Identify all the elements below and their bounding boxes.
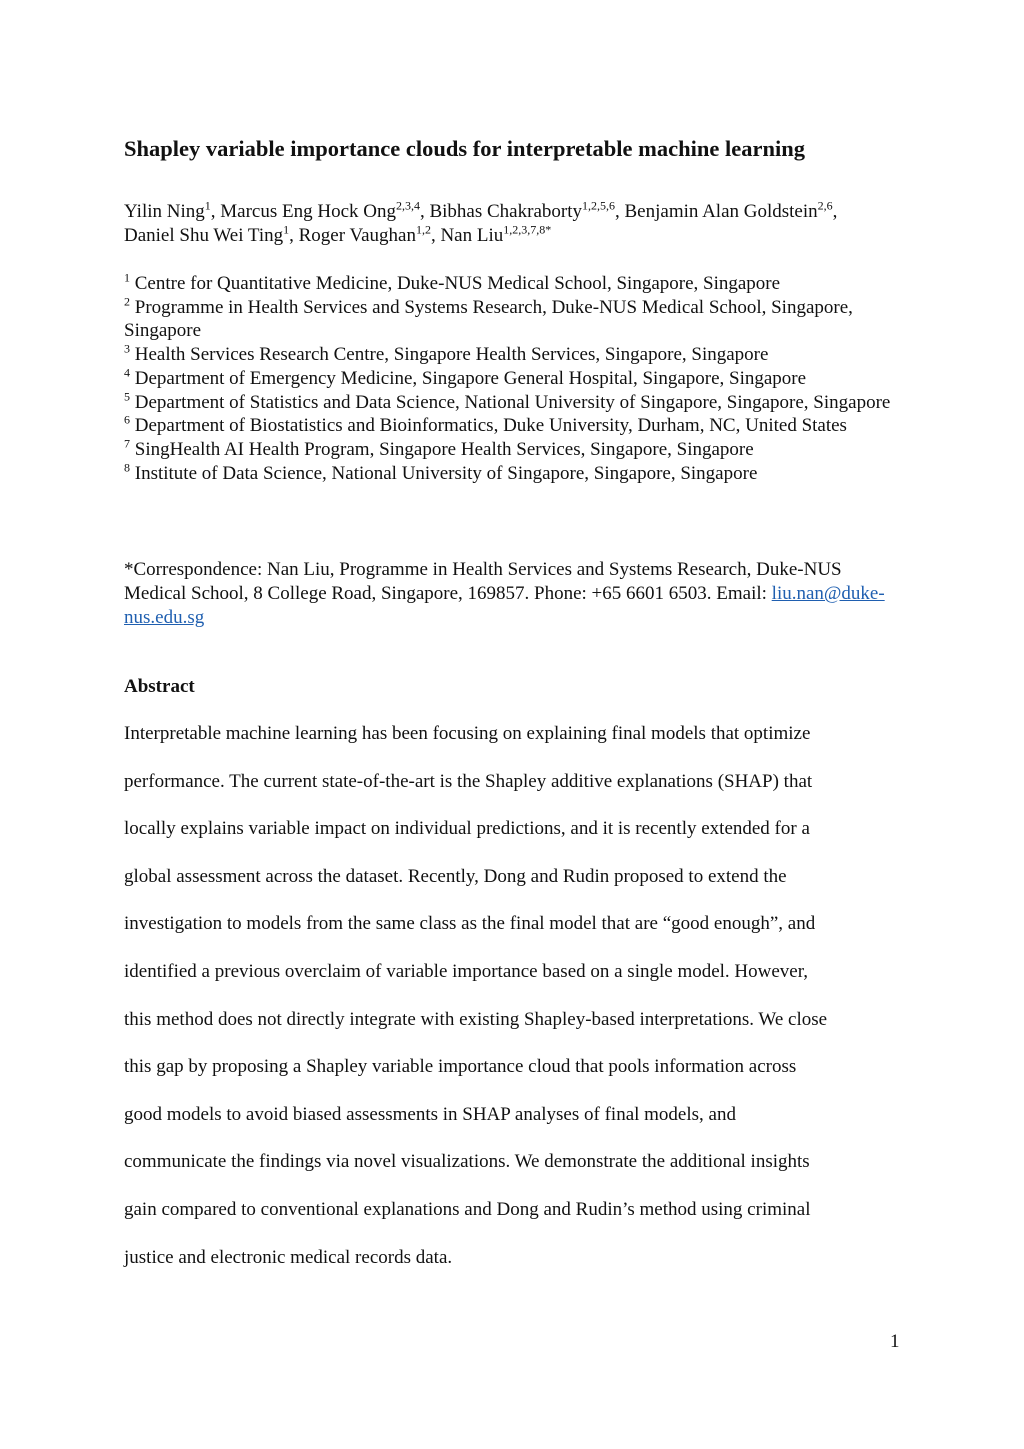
abstract-line: gain compared to conventional explanations and Dong and Rudin’s method using criminal xyxy=(124,1198,811,1220)
abstract-line: good models to avoid biased assessments in SHAP analyses of final models, and xyxy=(124,1103,736,1125)
affiliation-item xyxy=(124,367,894,391)
author-name: Yilin Ning xyxy=(124,201,205,222)
author-affiliation-marker: 1,2 xyxy=(415,222,431,237)
paper-page xyxy=(124,0,904,1449)
author-name: Nan Liu xyxy=(440,225,504,246)
affiliation-number: 5 xyxy=(124,389,130,404)
abstract-line: global assessment across the dataset. Recently, Dong and Rudin proposed to extend the xyxy=(124,865,787,887)
author-name: Benjamin Alan Goldstein xyxy=(624,201,818,222)
abstract-line: this method does not directly integrate with existing Shapley-based interpretations. We close xyxy=(124,1008,828,1030)
abstract-body xyxy=(124,722,904,1293)
affiliation-number: 7 xyxy=(124,436,130,451)
author-affiliation-marker: 2,6 xyxy=(817,198,833,213)
affiliation-number: 2 xyxy=(124,294,130,309)
affiliation-number: 6 xyxy=(124,412,130,427)
correspondence-email-link[interactable]: liu.nan@duke-nus.edu.sg xyxy=(124,583,885,628)
correspondence-block xyxy=(124,558,894,630)
correspondence-text: *Correspondence: Nan Liu, Programme in Health Services and Systems Research, Duke-NUS Medical School, 8 College Road, Singapore, 169857. Phone: +65 6601 6503. Email: xyxy=(124,559,842,604)
abstract-line: performance. The current state-of-the-art is the Shapley additive explanations (SHAP) that xyxy=(124,770,813,792)
affiliation-text: Department of Emergency Medicine, Singapore General Hospital, Singapore, Singapore xyxy=(134,367,807,389)
abstract-line: locally explains variable impact on individual predictions, and it is recently extended for a xyxy=(124,818,810,840)
affiliation-text: Health Services Research Centre, Singapore Health Services, Singapore, Singapore xyxy=(134,344,769,366)
author-name: Daniel Shu Wei Ting xyxy=(124,225,284,246)
affiliation-text: SingHealth AI Health Program, Singapore Health Services, Singapore, Singapore xyxy=(134,438,754,460)
affiliation-item xyxy=(124,391,894,415)
author-separator: , xyxy=(615,201,625,222)
abstract-line: justice and electronic medical records data. xyxy=(124,1246,453,1268)
author-name: Bibhas Chakraborty xyxy=(429,201,582,222)
author-separator: , xyxy=(832,201,838,222)
author-separator: , xyxy=(430,225,441,246)
author-name: Marcus Eng Hock Ong xyxy=(220,201,396,222)
author-separator: , xyxy=(289,225,299,246)
affiliation-item xyxy=(124,343,894,367)
affiliation-item xyxy=(124,296,894,343)
affiliation-text: Programme in Health Services and Systems Research, Duke-NUS Medical School, Singapore, Singapore xyxy=(124,296,853,342)
author-separator: , xyxy=(419,201,430,222)
abstract-line: communicate the findings via novel visualizations. We demonstrate the additional insights xyxy=(124,1151,810,1173)
affiliation-list xyxy=(124,272,894,485)
abstract-line: investigation to models from the same class as the final model that are “good enough”, and xyxy=(124,913,816,935)
affiliation-item xyxy=(124,272,894,296)
affiliation-text: Centre for Quantitative Medicine, Duke-NUS Medical School, Singapore, Singapore xyxy=(134,273,781,294)
affiliation-item xyxy=(124,462,894,486)
author-affiliation-marker: 1 xyxy=(204,198,211,213)
affiliation-text: Institute of Data Science, National University of Singapore, Singapore, Singapore xyxy=(134,462,758,484)
author-list xyxy=(124,200,884,248)
affiliation-number: 1 xyxy=(124,270,130,285)
affiliation-number: 4 xyxy=(124,365,130,380)
affiliation-text: Department of Biostatistics and Bioinformatics, Duke University, Durham, NC, United States xyxy=(134,415,847,437)
author-separator: , xyxy=(210,201,221,222)
author-affiliation-marker: 2,3,4 xyxy=(395,198,420,213)
author-affiliation-marker: 1 xyxy=(283,222,290,237)
author-name: Roger Vaughan xyxy=(298,225,416,246)
affiliation-number: 8 xyxy=(124,460,130,475)
abstract-line: identified a previous overclaim of variable importance based on a single model. However, xyxy=(124,960,809,982)
author-affiliation-marker: 1,2,5,6 xyxy=(582,198,615,213)
paper-title: Shapley variable importance clouds for interpretable machine learning xyxy=(124,136,806,161)
page-number: 1 xyxy=(890,1331,900,1352)
affiliation-text: Department of Statistics and Data Science, National University of Singapore, Singapore, Singapore xyxy=(134,391,891,413)
author-affiliation-marker: 1,2,3,7,8* xyxy=(503,222,552,237)
abstract-line: this gap by proposing a Shapley variable importance cloud that pools information across xyxy=(124,1056,797,1078)
abstract-line: Interpretable machine learning has been focusing on explaining final models that optimize xyxy=(124,723,811,744)
affiliation-number: 3 xyxy=(124,341,130,356)
affiliation-item xyxy=(124,414,894,438)
affiliation-item xyxy=(124,438,894,462)
abstract-heading: Abstract xyxy=(124,676,195,697)
